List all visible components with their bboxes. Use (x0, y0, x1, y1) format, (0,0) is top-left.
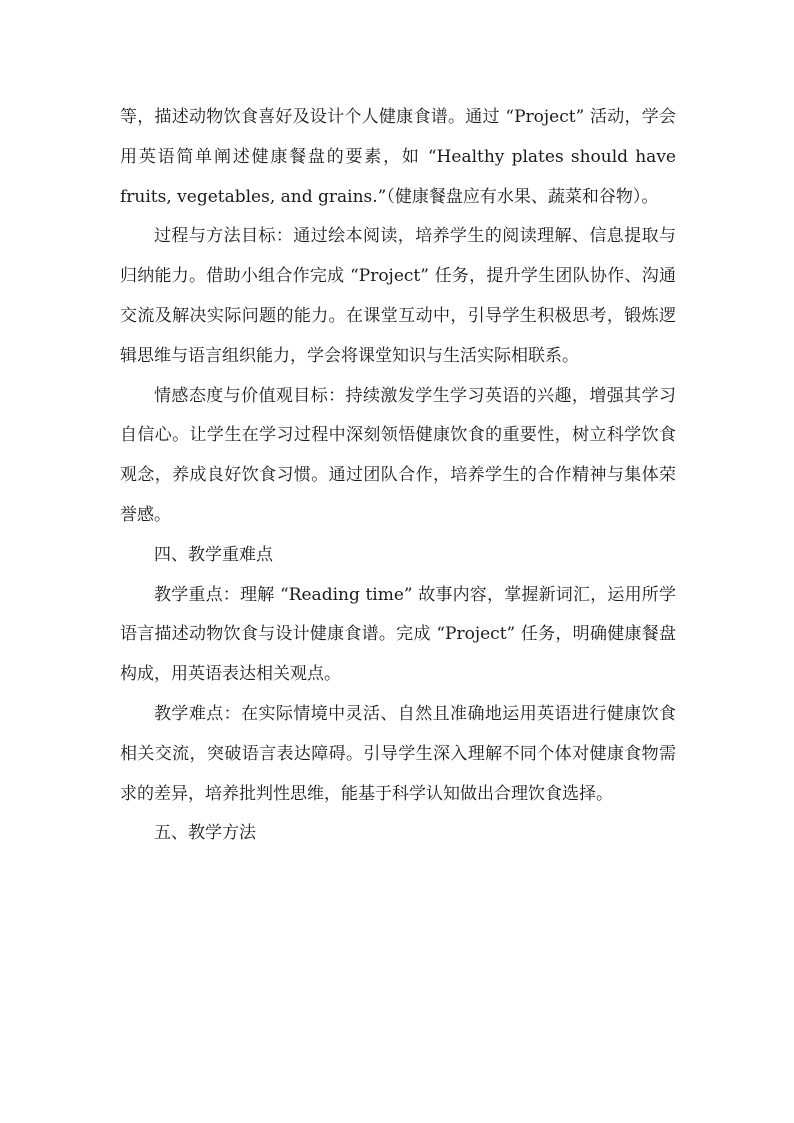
paragraph-knowledge-goal-continued: 等，描述动物饮食喜好及设计个人健康食谱。通过 “Project” 活动，学会用英语简单阐述健康餐盘的要素，如 “Healthy plates should have fruits, vegetables, and grains.”（健康餐盘应有水果、蔬菜和谷物）。 (120, 107, 676, 207)
paragraph-teaching-key-points: 教学重点：理解 “Reading time” 故事内容，掌握新词汇，运用所学语言描述动物饮食与设计健康食谱。完成 “Project” 任务，明确健康餐盘构成，用英语表达相关观点。 (120, 584, 676, 685)
document-body (120, 98, 676, 854)
paragraph-emotion-values-goal: 情感态度与价值观目标：持续激发学生学习英语的兴趣，增强其学习自信心。让学生在学习过程中深刻领悟健康饮食的重要性，树立科学饮食观念，养成良好饮食习惯。通过团队合作，培养学生的合作精神与集体荣誉感。 (120, 385, 676, 525)
paragraph-teaching-difficult-points: 教学难点：在实际情境中灵活、自然且准确地运用英语进行健康饮食相关交流，突破语言表达障碍。引导学生深入理解不同个体对健康食物需求的差异，培养批判性思维，能基于科学认知做出合理饮食选择。 (120, 703, 676, 804)
section-heading-teaching-methods: 五、教学方法 (154, 823, 256, 844)
section-heading-key-difficult-points: 四、教学重难点 (154, 544, 273, 565)
paragraph-process-method-goal: 过程与方法目标：通过绘本阅读，培养学生的阅读理解、信息提取与归纳能力。借助小组合作完成 “Project” 任务，提升学生团队协作、沟通交流及解决实际问题的能力。在课堂互动中，引导学生积极思考，锻炼逻辑思维与语言组织能力，学会将课堂知识与生活实际相联系。 (120, 226, 676, 366)
